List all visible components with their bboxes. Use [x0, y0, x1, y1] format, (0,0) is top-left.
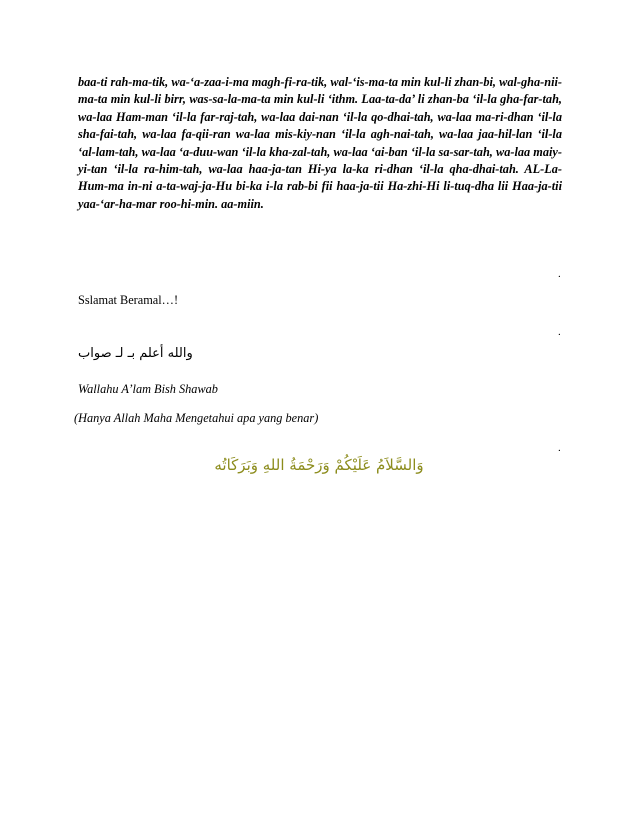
separator-dot: . [558, 442, 561, 454]
wallahu-arabic: والله أعلم بـ لـ صواب [78, 346, 193, 361]
wallahu-latin: Wallahu A’lam Bish Shawab [78, 382, 218, 396]
wallahu-translation: (Hanya Allah Maha Mengetahui apa yang benar) [74, 411, 319, 425]
separator-dot: . [558, 326, 561, 338]
salam-closing: وَالسَّلاَمُ عَلَيْكُمْ وَرَحْمَةُ اللهِ وَبَرَكَاتُه [214, 456, 424, 474]
separator-dot: . [558, 268, 561, 280]
closing-greeting: Sslamat Beramal…! [78, 293, 179, 307]
doa-paragraph: baa-ti rah-ma-tik, wa-‘a-zaa-i-ma magh-fi-ra-tik, wal-‘is-ma-ta min kul-li zhan-bi, wal-gha-nii-ma-ta min kul-li birr, was-sa-la-ma-ta min kul-li ‘ithm. Laa-ta-da’ li zhan-ba ‘il-la gha-far-tah, wa-laa Ham-man ‘il-la far-raj-tah, wa-laa dai-nan ‘il-la qo-dhai-tah, wa-laa ma-ri-dhan ‘il-la sha-fai-tah, wa-laa fa-qii-ran wa-laa mis-kiy-nan ‘il-la agh-nai-tah, wa-laa jaa-hil-lan ‘il-la ‘al-lam-tah, wa-laa ‘a-duu-wan ‘il-la kha-zal-tah, wa-laa ‘ai-ban ‘il-la sa-sar-tah, wa-laa maiy-yi-tan ‘il-la ra-him-tah, wa-laa haa-ja-tan Hi-ya la-ka ri-dhan ‘il-la qha-dhai-tah. AL-La-Hum-ma in-ni a-ta-waj-ja-Hu bi-ka i-la rab-bi fii haa-ja-tii Ha-zhi-Hi li-tuq-dha lii Haa-ja-tii yaa-‘ar-ha-mar roo-hi-min. aa-miin. [78, 75, 562, 211]
